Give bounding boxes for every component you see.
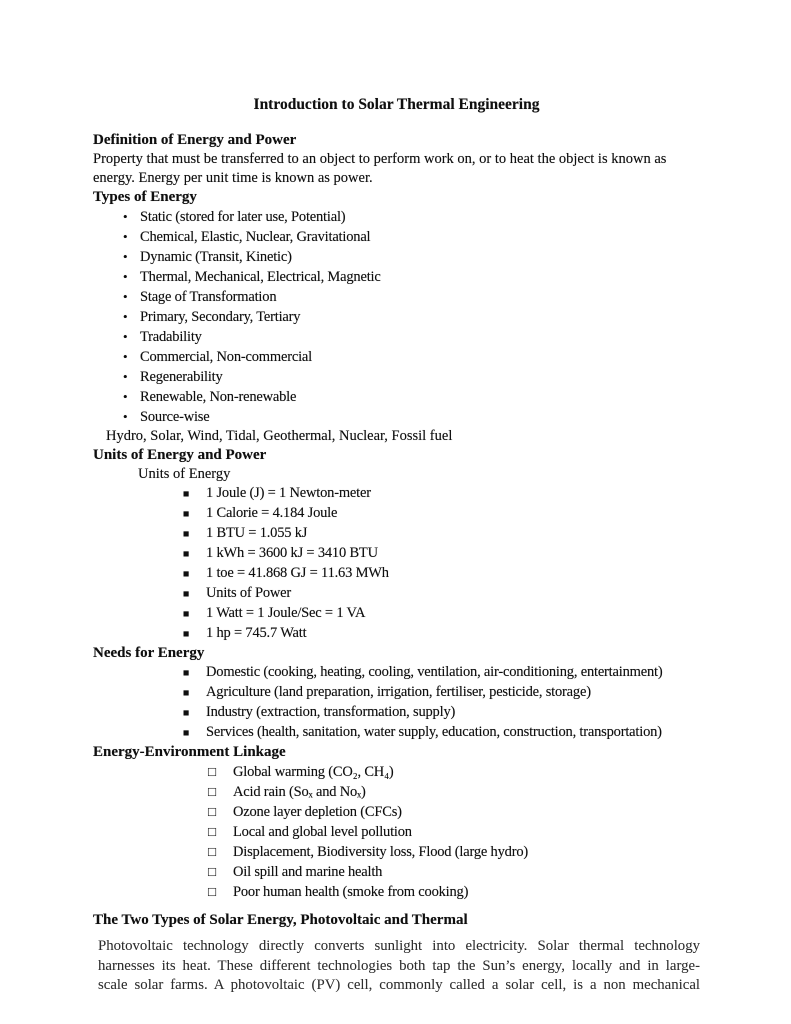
list-item [93, 604, 700, 624]
list-item [93, 347, 700, 367]
list-item [93, 247, 700, 267]
list-item [93, 407, 700, 427]
list-item-text: 1 hp = 745.7 Watt [206, 625, 307, 641]
list-item-text: Regenerability [140, 369, 223, 385]
list-item [93, 227, 700, 247]
list-item-text: Ozone layer depletion (CFCs) [233, 804, 402, 820]
heading-definition: Definition of Energy and Power [93, 132, 297, 148]
list-item-text: Renewable, Non-renewable [140, 389, 297, 405]
list-item-text: Primary, Secondary, Tertiary [140, 309, 301, 325]
round-bullet-icon: • [123, 229, 128, 244]
list-item [93, 782, 700, 802]
list-item-text: Static (stored for later use, Potential) [140, 209, 346, 225]
list-item [93, 207, 700, 227]
list-item-text: Displacement, Biodiversity loss, Flood (large hydro) [233, 844, 528, 860]
round-bullet-icon: • [123, 369, 128, 384]
list-item [93, 802, 700, 822]
heading-needs: Needs for Energy [93, 645, 205, 661]
list-item [93, 484, 700, 504]
filled-square-bullet-icon: ■ [183, 589, 190, 600]
hollow-square-checkbox-icon: □ [208, 824, 217, 839]
round-bullet-icon: • [123, 209, 128, 224]
list-item [93, 504, 700, 524]
heading-two-types-solar: The Two Types of Solar Energy, Photovoltaic and Thermal [93, 912, 468, 928]
hollow-square-checkbox-icon: □ [208, 784, 217, 799]
list-item-text: Global warming (CO₂, CH₄) [233, 764, 394, 780]
list-item-text: Services (health, sanitation, water supply, education, construction, transportation) [206, 724, 662, 740]
filled-square-bullet-icon: ■ [183, 609, 190, 620]
hollow-square-checkbox-icon: □ [208, 804, 217, 819]
filled-square-bullet-icon: ■ [183, 708, 190, 719]
paragraph-two-types: Photovoltaic technology directly converts sunlight into electricity. Solar thermal technology harnesses its heat. These different technologies both tap the Sun’s energy, locally and in large-scale solar farms. A photovoltaic (PV) cell, commonly called a solar cell, is a non mechanical [98, 938, 700, 993]
round-bullet-icon: • [123, 309, 128, 324]
list-item-text: 1 toe = 41.868 GJ = 11.63 MWh [206, 565, 389, 581]
list-item-text: Domestic (cooking, heating, cooling, ventilation, air-conditioning, entertainment) [206, 664, 663, 680]
list-item [93, 703, 700, 723]
list-item [93, 544, 700, 564]
filled-square-bullet-icon: ■ [183, 569, 190, 580]
round-bullet-icon: • [123, 269, 128, 284]
filled-square-bullet-icon: ■ [183, 688, 190, 699]
list-item [93, 287, 700, 307]
filled-square-bullet-icon: ■ [183, 509, 190, 520]
list-item [93, 624, 700, 644]
list-item [93, 327, 700, 347]
round-bullet-icon: • [123, 409, 128, 424]
list-item-text: Industry (extraction, transformation, supply) [206, 704, 456, 720]
list-item-text: Dynamic (Transit, Kinetic) [140, 249, 292, 265]
list-item [93, 564, 700, 584]
list-item-text: 1 Joule (J) = 1 Newton-meter [206, 485, 371, 501]
page-title: Introduction to Solar Thermal Engineering [253, 96, 540, 113]
list-item-text: Acid rain (Soₓ and Noₓ) [233, 784, 366, 800]
filled-square-bullet-icon: ■ [183, 728, 190, 739]
filled-square-bullet-icon: ■ [183, 629, 190, 640]
list-item-text: Agriculture (land preparation, irrigation, fertiliser, pesticide, storage) [206, 684, 591, 700]
list-item [93, 584, 700, 604]
list-item-text: Chemical, Elastic, Nuclear, Gravitational [140, 229, 371, 245]
list-item [93, 723, 700, 743]
hollow-square-checkbox-icon: □ [208, 884, 217, 899]
list-item [93, 307, 700, 327]
heading-types-of-energy: Types of Energy [93, 189, 197, 205]
list-item-text: 1 BTU = 1.055 kJ [206, 525, 308, 541]
list-item-text: Tradability [140, 329, 202, 345]
filled-square-bullet-icon: ■ [183, 549, 190, 560]
list-item [93, 683, 700, 703]
list-item-text: 1 kWh = 3600 kJ = 3410 BTU [206, 545, 378, 561]
list-item [93, 367, 700, 387]
filled-square-bullet-icon: ■ [183, 668, 190, 679]
round-bullet-icon: • [123, 249, 128, 264]
hollow-square-checkbox-icon: □ [208, 764, 217, 779]
list-item-text: 1 Watt = 1 Joule/Sec = 1 VA [206, 605, 366, 621]
list-item [93, 663, 700, 683]
hollow-square-checkbox-icon: □ [208, 844, 217, 859]
list-item-text: Poor human health (smoke from cooking) [233, 884, 469, 900]
list-item [93, 524, 700, 544]
paragraph-definition: Property that must be transferred to an object to perform work on, or to heat the object is known as energy. Energy per unit time is known as power. [93, 151, 667, 186]
list-item [93, 882, 700, 902]
list-item [93, 762, 700, 782]
list-item [93, 387, 700, 407]
filled-square-bullet-icon: ■ [183, 489, 190, 500]
round-bullet-icon: • [123, 289, 128, 304]
list-item-text: 1 Calorie = 4.184 Joule [206, 505, 338, 521]
list-item-text: Stage of Transformation [140, 289, 277, 305]
heading-environment-linkage: Energy-Environment Linkage [93, 744, 286, 760]
list-item-text: Thermal, Mechanical, Electrical, Magnetic [140, 269, 381, 285]
list-item-text: Commercial, Non-commercial [140, 349, 312, 365]
filled-square-bullet-icon: ■ [183, 529, 190, 540]
list-item-text: Source-wise [140, 409, 210, 425]
round-bullet-icon: • [123, 349, 128, 364]
subheading-units-of-energy: Units of Energy [138, 466, 231, 482]
round-bullet-icon: • [123, 329, 128, 344]
round-bullet-icon: • [123, 389, 128, 404]
source-wise-examples: Hydro, Solar, Wind, Tidal, Geothermal, Nuclear, Fossil fuel [106, 428, 453, 444]
hollow-square-checkbox-icon: □ [208, 864, 217, 879]
list-item [93, 822, 700, 842]
list-item-text: Local and global level pollution [233, 824, 412, 840]
list-item-text: Units of Power [206, 585, 292, 601]
list-item [93, 842, 700, 862]
list-item-text: Oil spill and marine health [233, 864, 383, 880]
heading-units: Units of Energy and Power [93, 447, 267, 463]
list-item [93, 267, 700, 287]
list-item [93, 862, 700, 882]
